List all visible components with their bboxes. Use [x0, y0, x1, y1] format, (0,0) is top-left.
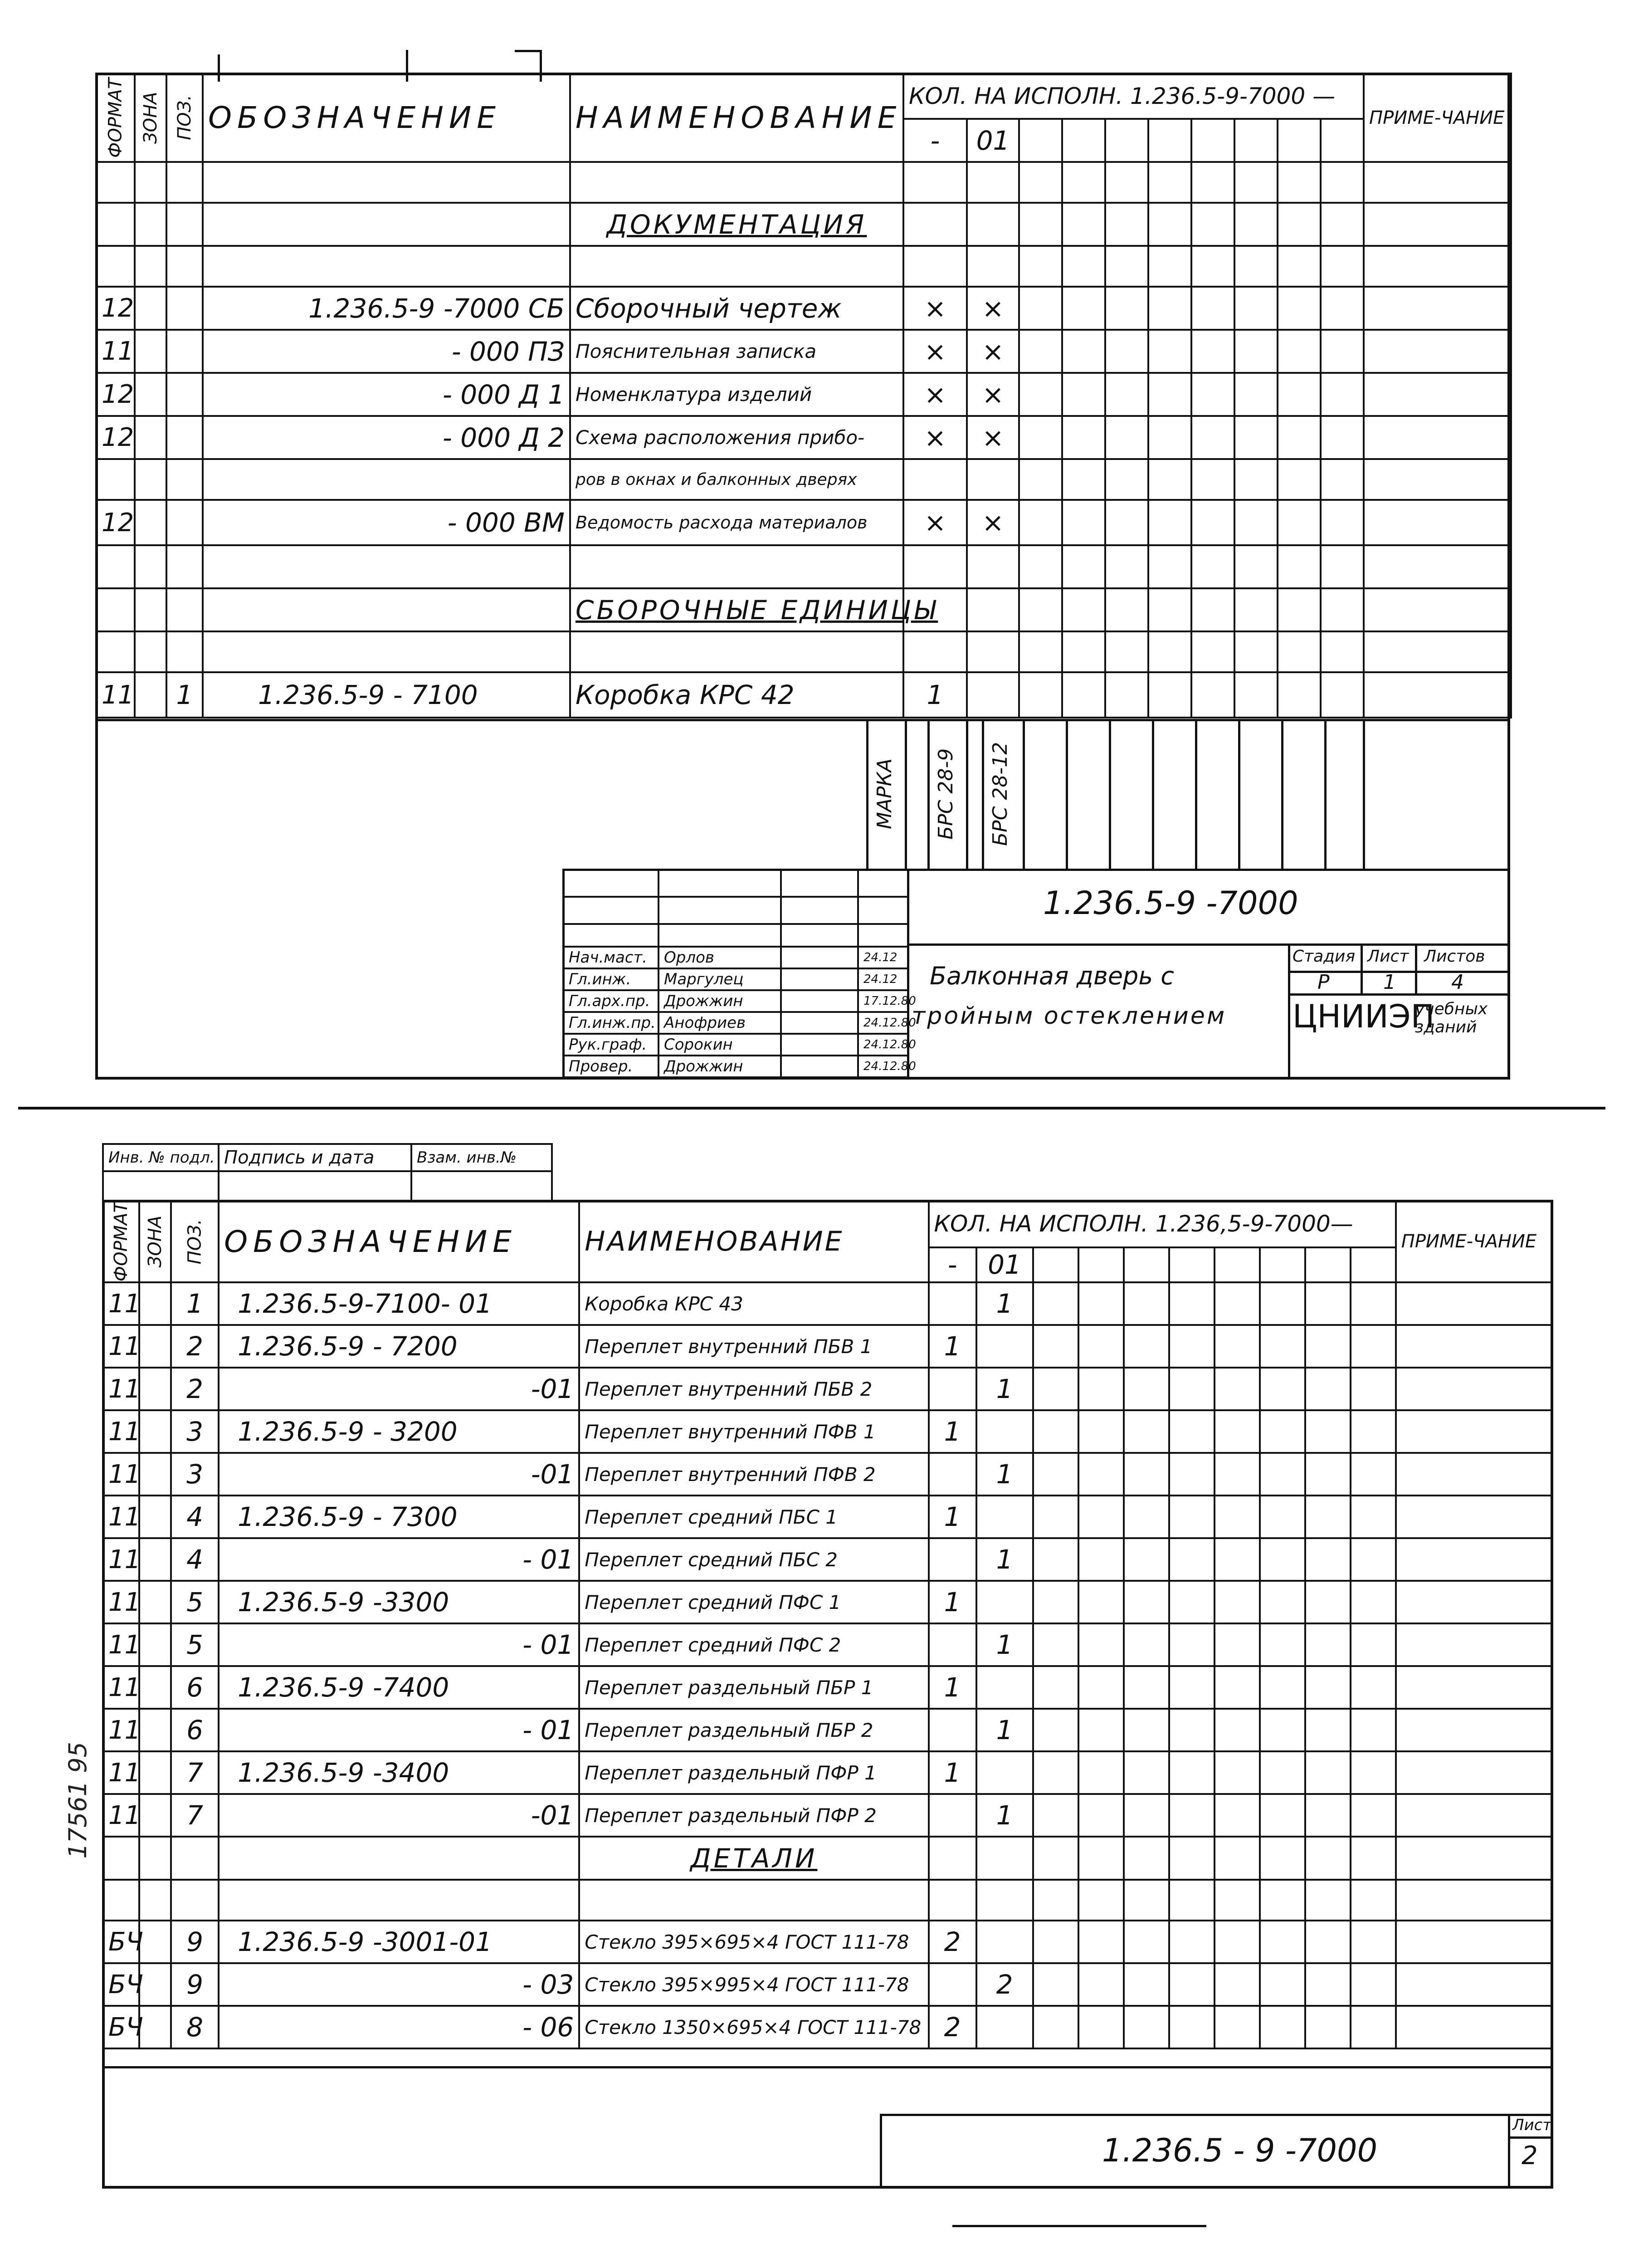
mark-brs-28-12: БРС 28-12 [989, 742, 1012, 846]
sheet-2-sheet-label: Лист [1512, 2116, 1552, 2134]
section-documentation: ДОКУМЕНТАЦИЯ [570, 203, 903, 246]
sheets-value: 4 [1451, 971, 1464, 994]
table-row: 11 2 -01 Переплет внутренний ПБВ 2 1 [103, 1368, 1552, 1410]
header-designation-2: ОБОЗНАЧЕНИЕ [219, 1201, 579, 1282]
table-row: 12 1.236.5-9 -7000 СБ Сборочный чертеж × × [96, 287, 1511, 330]
sheets-label: Листов [1424, 947, 1485, 966]
sheet-1-title-1: Балконная дверь с [930, 962, 1174, 990]
sheet-2-top-stamp: Инв. № подл. Подпись и дата Взам. инв.№ [102, 1143, 553, 1202]
table-row: Рук.граф. Сорокин 24.12.80 [563, 1034, 908, 1056]
header-pos-2: ПОЗ. [171, 1201, 219, 1282]
table-row: 11 4 1.236.5-9 - 7300 Переплет средний ПБС 1 1 [103, 1496, 1552, 1538]
table-row: Гл.инж. Маргулец 24.12 [563, 968, 908, 990]
exec-col-2: 01 [967, 119, 1019, 162]
table-row: 11 3 -01 Переплет внутренний ПФВ 2 1 [103, 1453, 1552, 1496]
table-row: 11 1 1.236.5-9-7100- 01 Коробка КРС 43 1 [103, 1282, 1552, 1325]
stage-label: Стадия [1293, 947, 1356, 966]
table-row: 11 7 1.236.5-9 -3400 Переплет раздельный ПФР 1 1 [103, 1751, 1552, 1794]
exec-col-1: - [903, 119, 967, 162]
sheet-2-spec-table: ФОРМАТ ЗОНА ПОЗ. ОБОЗНАЧЕНИЕ НАИМЕНОВАНИЕ КОЛ. НА ИСПОЛН. 1.236,5-9-7000— ПРИМЕ-ЧАНИЕ - 01 11 1 1.236.5-9-7100- 01 Коробка КРС 43 1 11 2 1.236.5-9 - 7200 Переплет внутренний ПБВ 1 1 11 2 -01 Переплет внутренний ПБВ 2 1 11 3 1.236.5-9 - 3200 Переплет внутренний ПФВ 1 1 11 3 -01 Переплет внутренний ПФВ 2 1 11 4 1.236.5-9 - 7300 Переплет средний ПБС 1 1 11 4 - 01 Переплет средний ПБС 2 1 11 5 1.236.5-9 -3300 Переплет средний ПФС 1 1 11 5 - 01 Переплет средний ПФС 2 1 11 6 1.236.5-9 -7400 Переплет раздельный ПБР 1 1 11 6 - 01 Переплет раздельный ПБР 2 1 11 7 1.236.5-9 -3400 Переплет раздельный ПФР 1 1 11 7 -01 Переплет раздельный ПФР 2 1 ДЕТАЛИ БЧ 9 1.236.5-9 -3001-01 Стекло 395×695×4 ГОСТ 111-78 2 БЧ 9 - 03 Стекло 395×995×4 ГОСТ 111-78 2 БЧ 8 - 06 Стекло 1350×695×4 ГОСТ 111-78 2 [102, 1200, 1553, 2049]
sheet-label: Лист [1367, 947, 1409, 966]
table-row: 11 1 1.236.5-9 - 7100 Коробка КРС 42 1 [96, 672, 1511, 718]
table-row: 11 - 000 ПЗ Пояснительная записка × × [96, 330, 1511, 373]
section-assemblies: СБОРОЧНЫЕ ЕДИНИЦЫ [570, 588, 903, 631]
table-row: 12 - 000 Д 1 Номенклатура изделий × × [96, 373, 1511, 416]
header-qty-2: КОЛ. НА ИСПОЛН. 1.236,5-9-7000— [929, 1201, 1396, 1247]
table-row: БЧ 8 - 06 Стекло 1350×695×4 ГОСТ 111-78 2 [103, 2006, 1552, 2048]
table-row: Гл.инж.пр. Анофриев 24.12.80 [563, 1012, 908, 1034]
table-row: 11 4 - 01 Переплет средний ПБС 2 1 [103, 1538, 1552, 1581]
org-name: ЦНИИЭП [1293, 998, 1435, 1035]
header-format: ФОРМАТ [96, 73, 135, 162]
header-zone: ЗОНА [135, 73, 166, 162]
header-note-2: ПРИМЕ-ЧАНИЕ [1396, 1201, 1552, 1282]
table-row: Нач.маст. Орлов 24.12 [563, 947, 908, 968]
table-row: 11 5 - 01 Переплет средний ПФС 2 1 [103, 1623, 1552, 1666]
table-row: 11 6 1.236.5-9 -7400 Переплет раздельный ПБР 1 1 [103, 1666, 1552, 1709]
header-name: НАИМЕНОВАНИЕ [570, 73, 903, 162]
mark-label: МАРКА [873, 758, 896, 829]
table-row: 11 2 1.236.5-9 - 7200 Переплет внутренний ПБВ 1 1 [103, 1325, 1552, 1368]
section-details: ДЕТАЛИ [579, 1837, 928, 1880]
header-zone-2: ЗОНА [139, 1201, 171, 1282]
mark-brs-28-9: БРС 28-9 [934, 748, 957, 840]
table-row: 11 7 -01 Переплет раздельный ПФР 2 1 [103, 1794, 1552, 1837]
header-format-2: ФОРМАТ [103, 1201, 139, 1282]
table-row: Гл.арх.пр. Дрожжин 17.12.80 [563, 990, 908, 1012]
table-row: 12 - 000 ВМ Ведомость расхода материалов × × [96, 500, 1511, 545]
table-row: 11 5 1.236.5-9 -3300 Переплет средний ПФС 1 1 [103, 1581, 1552, 1623]
sheet-value: 1 [1383, 971, 1396, 994]
table-row: ров в окнах и балконных дверях [96, 459, 1511, 500]
signatures-table [562, 869, 916, 1078]
table-row: 11 6 - 01 Переплет раздельный ПБР 2 1 [103, 1709, 1552, 1751]
org-subtitle: учебных зданий [1415, 1000, 1488, 1036]
margin-archive-number: 17561 95 [63, 1742, 92, 1859]
sheet-2-sheet-number: 2 [1522, 2141, 1538, 2170]
sheet-separator [18, 1107, 1605, 1110]
header-pos: ПОЗ. [166, 73, 203, 162]
header-qty: КОЛ. НА ИСПОЛН. 1.236.5-9-7000 — [903, 73, 1364, 119]
header-note: ПРИМЕ-ЧАНИЕ [1364, 73, 1511, 162]
sheet-1-code: 1.236.5-9 -7000 [1043, 885, 1298, 922]
table-row: 12 - 000 Д 2 Схема расположения прибо- × × [96, 416, 1511, 459]
table-row: БЧ 9 1.236.5-9 -3001-01 Стекло 395×695×4 ГОСТ 111-78 2 [103, 1921, 1552, 1963]
sheet-1-title-2: тройным остеклением [912, 1002, 1227, 1030]
table-row: БЧ 9 - 03 Стекло 395×995×4 ГОСТ 111-78 2 [103, 1963, 1552, 2006]
sheet-2-code: 1.236.5 - 9 -7000 [1102, 2132, 1378, 2169]
header-name-2: НАИМЕНОВАНИЕ [579, 1201, 928, 1282]
header-designation: ОБОЗНАЧЕНИЕ [203, 73, 570, 162]
stage-value: Р [1317, 971, 1330, 994]
table-row: 11 3 1.236.5-9 - 3200 Переплет внутренний ПФВ 1 1 [103, 1410, 1552, 1453]
sheet-1-spec-table [95, 73, 1512, 719]
table-row: Провер. Дрожжин 24.12.80 [563, 1056, 908, 1077]
